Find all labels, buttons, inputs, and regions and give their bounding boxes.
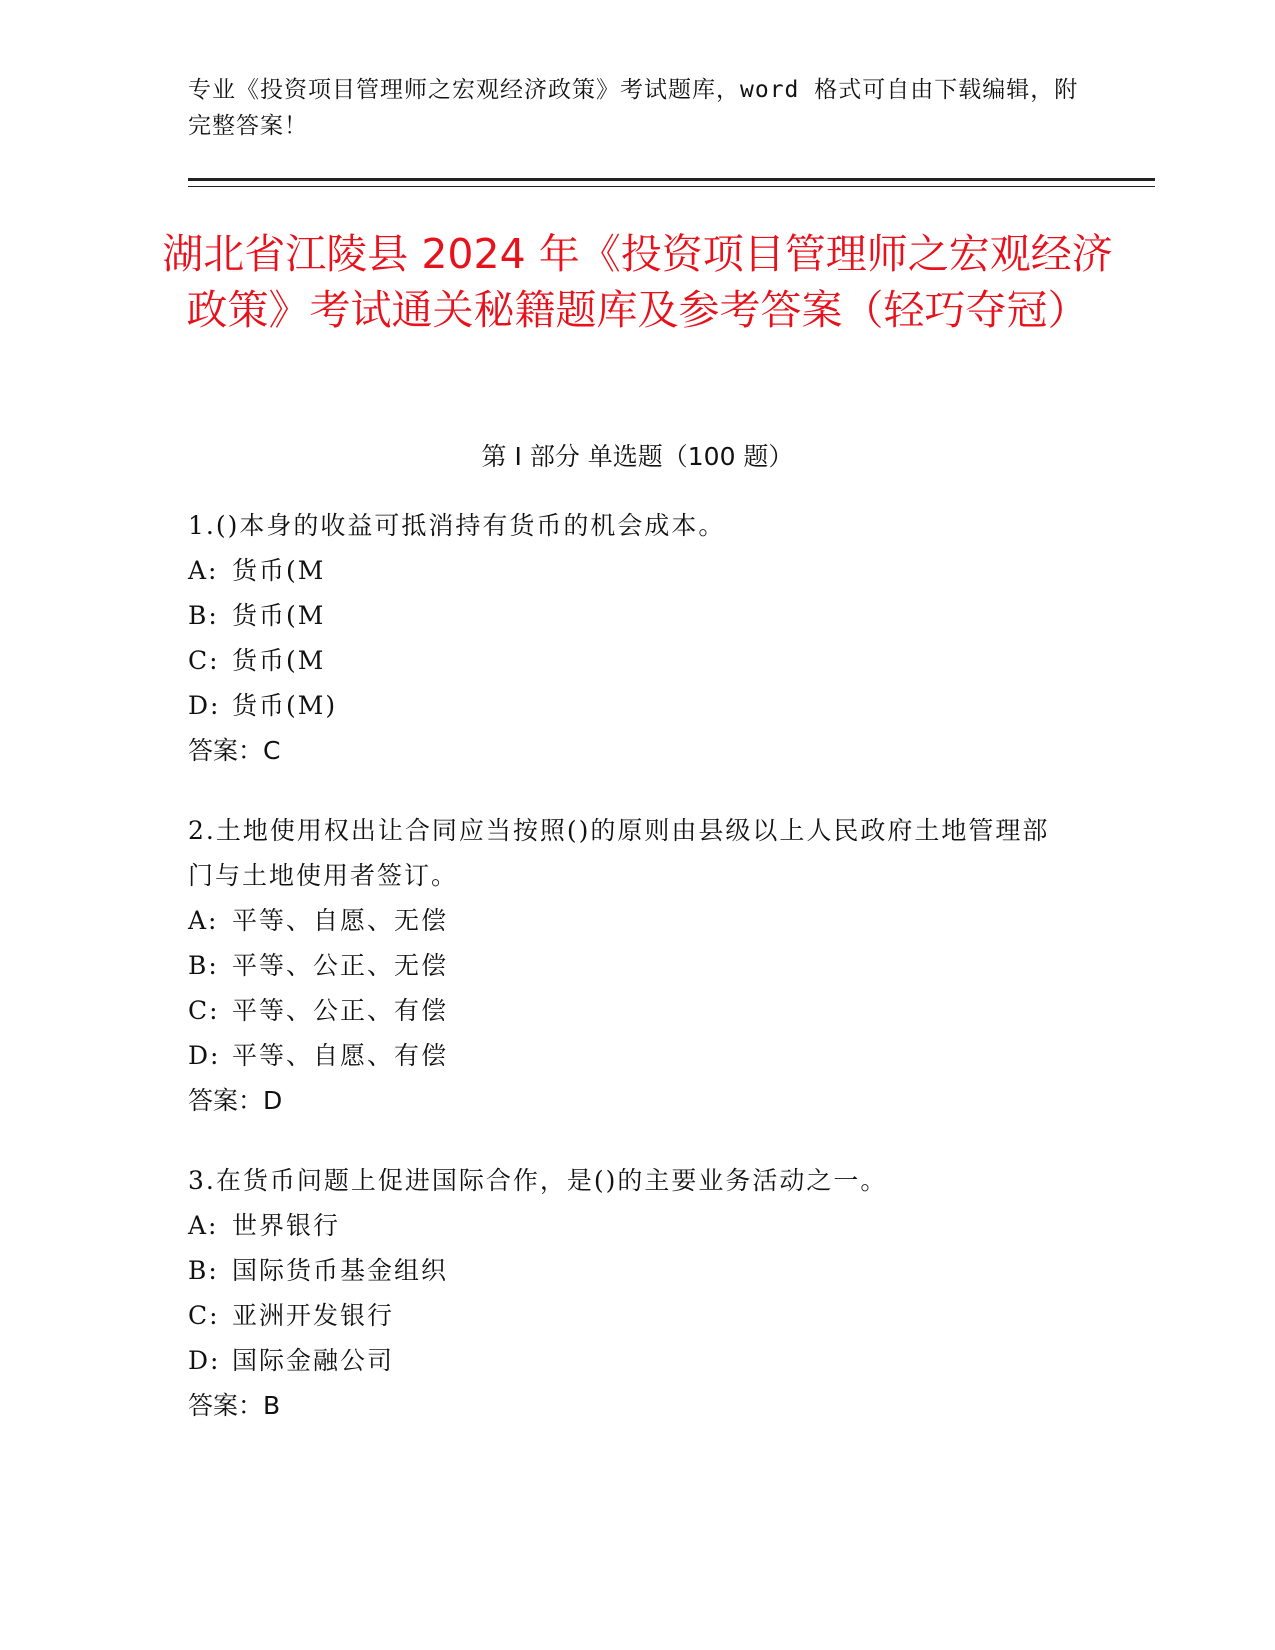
option-letter: B: (188, 951, 219, 980)
option-letter: D: (188, 1041, 221, 1070)
option-letter: A: (188, 1211, 219, 1240)
option-a (188, 898, 1068, 943)
answer-line: 答案：B (188, 1391, 281, 1420)
option-letter: B: (188, 601, 219, 630)
option-text: 货币(M) (232, 691, 338, 720)
option-letter: D: (188, 1346, 221, 1375)
answer-line: 答案：D (188, 1086, 283, 1115)
option-text: 亚洲开发银行 (232, 1301, 395, 1330)
option-text: 平等、公正、有偿 (232, 996, 449, 1025)
option-text: 国际金融公司 (232, 1346, 395, 1375)
header-rule-thin (188, 186, 1155, 187)
option-letter: C: (188, 646, 220, 675)
option-c (188, 988, 1068, 1033)
option-letter: C: (188, 1301, 220, 1330)
question-1 (188, 503, 1068, 773)
option-text: 货币(M (232, 601, 326, 630)
option-d (188, 1033, 1068, 1078)
option-letter: C: (188, 996, 220, 1025)
option-text: 世界银行 (232, 1211, 341, 1240)
option-a (188, 1203, 1068, 1248)
header-note: 专业《投资项目管理师之宏观经济政策》考试题库，word 格式可自由下载编辑，附完整答案！ (188, 77, 1079, 139)
option-a (188, 548, 1068, 593)
option-d (188, 683, 1068, 728)
option-b (188, 1248, 1068, 1293)
question-2 (188, 808, 1068, 1123)
question-stem: 2.土地使用权出让合同应当按照()的原则由县级以上人民政府土地管理部门与土地使用者签订。 (188, 816, 1050, 890)
option-letter: D: (188, 691, 221, 720)
section-heading: 第 I 部分 单选题（100 题） (481, 442, 794, 471)
option-c (188, 1293, 1068, 1338)
answer-line: 答案：C (188, 736, 281, 765)
option-letter: B: (188, 1256, 219, 1285)
option-b (188, 593, 1068, 638)
option-text: 货币(M (232, 556, 326, 585)
option-c (188, 638, 1068, 683)
option-text: 货币(M (232, 646, 326, 675)
option-b (188, 943, 1068, 988)
option-text: 国际货币基金组织 (232, 1256, 449, 1285)
option-letter: A: (188, 556, 219, 585)
question-3 (188, 1158, 1068, 1428)
option-text: 平等、自愿、有偿 (232, 1041, 449, 1070)
document-title: 湖北省江陵县 2024 年《投资项目管理师之宏观经济政策》考试通关秘籍题库及参考答案（轻巧夺冠） (162, 230, 1113, 334)
header-rule-thick (188, 178, 1155, 181)
option-text: 平等、自愿、无偿 (232, 906, 449, 935)
option-d (188, 1338, 1068, 1383)
question-stem: 3.在货币问题上促进国际合作，是()的主要业务活动之一。 (188, 1166, 888, 1195)
question-stem: 1.()本身的收益可抵消持有货币的机会成本。 (188, 511, 726, 540)
option-letter: A: (188, 906, 219, 935)
option-text: 平等、公正、无偿 (232, 951, 449, 980)
